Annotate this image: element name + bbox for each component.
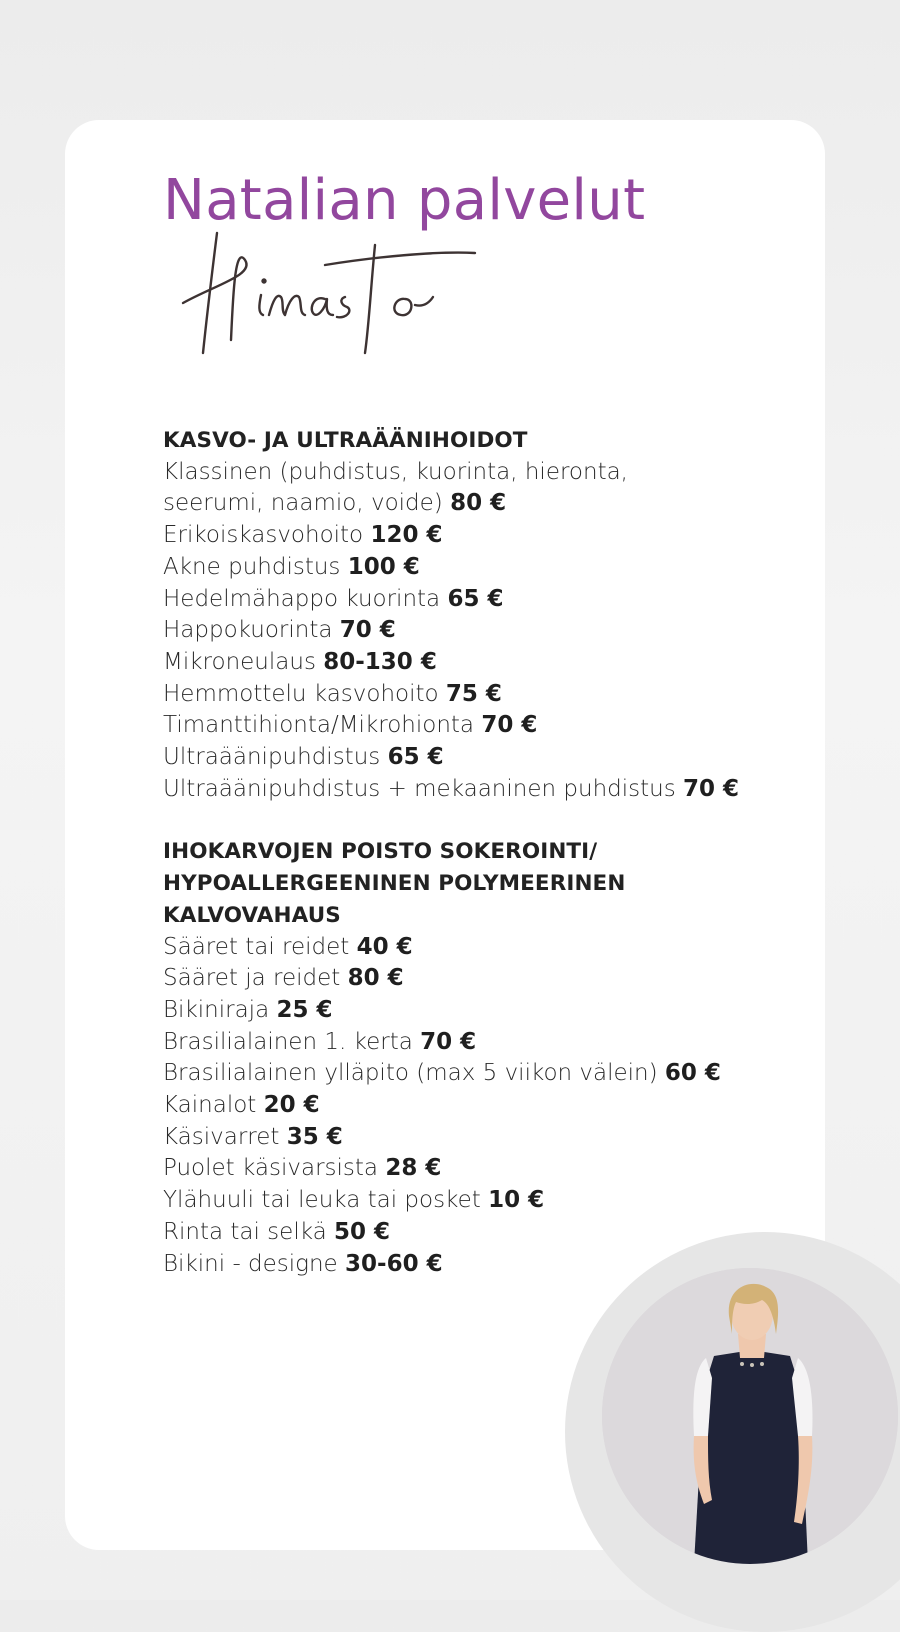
item-price: 80-130 € <box>323 648 437 675</box>
price-item <box>163 963 803 995</box>
item-price: 30-60 € <box>345 1250 443 1277</box>
item-name: Bikiniraja <box>163 996 270 1023</box>
item-price: 70 € <box>683 775 740 802</box>
price-item <box>163 615 803 647</box>
item-name: Ultraäänipuhdistus + mekaaninen puhdistus <box>163 775 676 802</box>
item-name: Kainalot <box>163 1092 257 1119</box>
item-name: Sääret ja reidet <box>163 965 341 992</box>
item-price: 40 € <box>356 933 413 960</box>
item-price: 50 € <box>334 1218 391 1245</box>
price-item <box>163 520 803 552</box>
item-price: 28 € <box>385 1155 442 1182</box>
item-name: Klassinen (puhdistus, kuorinta, hieronta, <box>163 458 628 485</box>
item-name: Brasilialainen 1. kerta <box>163 1028 413 1055</box>
item-price: 80 € <box>450 490 507 517</box>
page-title: Natalian palvelut <box>163 168 646 233</box>
portrait-photo <box>602 1268 898 1564</box>
item-name: Happokuorinta <box>163 617 333 644</box>
item-price: 20 € <box>263 1092 320 1119</box>
section-heading: IHOKARVOJEN POISTO SOKEROINTI/ HYPOALLERGEENINEN POLYMEERINEN KALVOVAHAUS <box>163 839 626 928</box>
item-name: Akne puhdistus <box>163 553 341 580</box>
item-price: 70 € <box>339 617 396 644</box>
price-item <box>163 932 803 964</box>
item-price: 35 € <box>286 1123 343 1150</box>
section-heading: KASVO- JA ULTRAÄÄNIHOIDOT <box>163 428 528 453</box>
price-item <box>163 774 803 806</box>
item-name: Brasilialainen ylläpito (max 5 viikon välein) <box>163 1060 658 1087</box>
price-item <box>163 584 803 616</box>
price-item <box>163 995 803 1027</box>
item-price: 80 € <box>347 965 404 992</box>
item-name: Hemmottelu kasvohoito <box>163 680 439 707</box>
hinnasto-script-logo <box>175 225 495 360</box>
price-item <box>163 488 803 520</box>
item-name: Ylähuuli tai leuka tai posket <box>163 1187 481 1214</box>
item-name: Ultraäänipuhdistus <box>163 744 381 771</box>
item-name: Timanttihionta/Mikrohionta <box>163 712 475 739</box>
item-price: 70 € <box>420 1028 477 1055</box>
item-name: Rinta tai selkä <box>163 1218 327 1245</box>
price-item <box>163 552 803 584</box>
price-item <box>163 647 803 679</box>
item-name: Bikini - designe <box>163 1250 338 1277</box>
price-item <box>163 1153 803 1185</box>
item-name: Mikroneulaus <box>163 648 316 675</box>
item-price: 10 € <box>488 1187 545 1214</box>
price-item <box>163 1090 803 1122</box>
section-hair-removal <box>163 836 803 1280</box>
item-price: 75 € <box>445 680 502 707</box>
item-price: 65 € <box>387 744 444 771</box>
price-item <box>163 742 803 774</box>
section-facial-treatments <box>163 425 803 805</box>
item-name: seerumi, naamio, voide) <box>163 490 443 517</box>
price-list <box>163 425 803 1311</box>
item-price: 25 € <box>276 996 333 1023</box>
price-item <box>163 679 803 711</box>
item-price: 65 € <box>447 585 504 612</box>
item-name: Hedelmähappo kuorinta <box>163 585 441 612</box>
price-item <box>163 1185 803 1217</box>
item-price: 70 € <box>481 712 538 739</box>
price-item <box>163 1122 803 1154</box>
item-price: 100 € <box>347 553 420 580</box>
item-name: Käsivarret <box>163 1123 280 1150</box>
item-name: Puolet käsivarsista <box>163 1155 378 1182</box>
price-item <box>163 710 803 742</box>
item-name: Sääret tai reidet <box>163 933 350 960</box>
price-item <box>163 457 803 489</box>
item-name: Erikoiskasvohoito <box>163 522 364 549</box>
portrait-figure <box>602 1268 898 1564</box>
item-price: 60 € <box>664 1060 721 1087</box>
price-item <box>163 1058 803 1090</box>
item-price: 120 € <box>370 522 443 549</box>
price-item <box>163 1027 803 1059</box>
